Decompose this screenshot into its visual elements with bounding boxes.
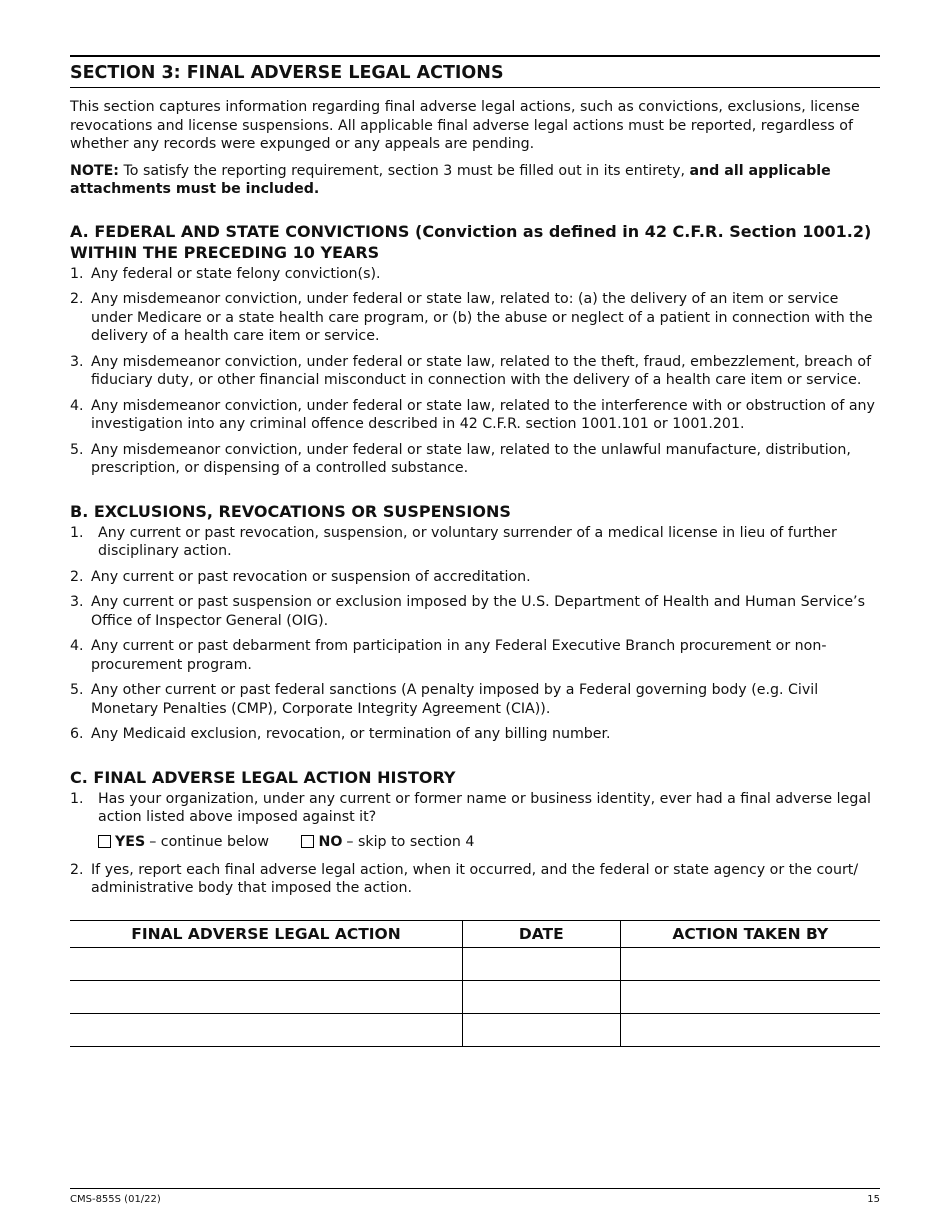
- item-number: 6.: [70, 726, 84, 742]
- list-item: [70, 725, 880, 744]
- list-item: [70, 637, 880, 674]
- part-c-list-2: [70, 861, 880, 898]
- date-cell[interactable]: [462, 980, 620, 1013]
- yes-checkbox[interactable]: [98, 835, 111, 848]
- list-item: [70, 568, 880, 587]
- yes-text: – continue below: [149, 833, 269, 850]
- action-cell[interactable]: [70, 1013, 462, 1046]
- note-text: To satisfy the reporting requirement, section 3 must be filled out in its entirety,: [118, 162, 690, 179]
- item-text: Any current or past revocation or suspension of accreditation.: [91, 568, 531, 585]
- item-number: 2.: [70, 861, 84, 878]
- list-item: [70, 681, 880, 718]
- item-number: 4.: [70, 397, 84, 414]
- yes-no-options: [70, 833, 880, 854]
- item-text: Any misdemeanor conviction, under federal or state law, related to the interference with or obstruction of any investigation into any criminal offence described in 42 C.F.R. section 1001.101 or 1001.201.: [91, 397, 875, 432]
- page-number: 15: [867, 1194, 880, 1205]
- item-text: Any misdemeanor conviction, under federal or state law, related to the unlawful manufacture, distribution, prescription, or dispensing of a controlled substance.: [91, 441, 851, 476]
- table-row: [70, 947, 880, 980]
- yes-option: [98, 833, 269, 852]
- question-2: [70, 861, 880, 898]
- list-item: [70, 265, 880, 284]
- item-text: Any current or past suspension or exclusion imposed by the U.S. Department of Health and Human Service’s Office of Inspector General (OIG).: [91, 594, 865, 629]
- note-bold-text: and all applicable attachments must be included.: [70, 162, 831, 197]
- item-number: 2.: [70, 568, 84, 585]
- item-text: Any current or past revocation, suspension, or voluntary surrender of a medical license in lieu of further disciplinary action.: [98, 524, 837, 559]
- item-number: 1.: [70, 265, 84, 282]
- taken-by-cell[interactable]: [620, 1013, 880, 1046]
- form-id: CMS-855S (01/22): [70, 1194, 161, 1205]
- table-header-row: [70, 920, 880, 947]
- date-cell[interactable]: [462, 947, 620, 980]
- action-cell[interactable]: [70, 980, 462, 1013]
- adverse-action-table: [70, 920, 880, 1047]
- item-number: 3.: [70, 353, 84, 370]
- item-number: 1.: [70, 524, 84, 541]
- header-final-adverse-legal-action: FINAL ADVERSE LEGAL ACTION: [70, 920, 462, 947]
- no-label: NO: [318, 833, 343, 850]
- page-content: [70, 55, 880, 1047]
- item-text: Any current or past debarment from participation in any Federal Executive Branch procurement or non-procurement program.: [91, 638, 827, 673]
- note-paragraph: [70, 162, 880, 199]
- taken-by-cell[interactable]: [620, 980, 880, 1013]
- item-number: 2.: [70, 291, 84, 307]
- item-number: 5.: [70, 682, 84, 698]
- part-a-heading: A. FEDERAL AND STATE CONVICTIONS (Conviction as defined in 42 C.F.R. Section 1001.2) WITHIN THE PRECEDING 10 YEARS: [70, 221, 872, 262]
- item-text: If yes, report each final adverse legal action, when it occurred, and the federal or state agency or the court/ administrative body that imposed the action.: [91, 861, 859, 897]
- no-text: – skip to section 4: [346, 833, 475, 850]
- no-option: [301, 833, 474, 852]
- question-1: [70, 790, 880, 827]
- part-b-list: [70, 524, 880, 744]
- part-c-list: [70, 790, 880, 827]
- intro-paragraph: This section captures information regarding final adverse legal actions, such as convictions, exclusions, license revocations and license suspensions. All applicable final adverse legal actions must be reported, regardless of whether any records were expunged or any appeals are pending.: [70, 99, 860, 152]
- list-item: [70, 397, 880, 434]
- list-item: [70, 441, 880, 478]
- section-title: SECTION 3: FINAL ADVERSE LEGAL ACTIONS: [70, 55, 880, 88]
- item-number: 5.: [70, 441, 84, 458]
- item-text: Any misdemeanor conviction, under federal or state law, related to the theft, fraud, embezzlement, breach of fiduciary duty, or other financial misconduct in connection with the delivery of a health care item or service.: [91, 353, 872, 388]
- action-cell[interactable]: [70, 947, 462, 980]
- item-text: Any Medicaid exclusion, revocation, or termination of any billing number.: [91, 726, 611, 742]
- note-label: NOTE:: [70, 162, 119, 179]
- list-item: [70, 524, 880, 561]
- part-c-heading: C. FINAL ADVERSE LEGAL ACTION HISTORY: [70, 767, 456, 787]
- header-action-taken-by: ACTION TAKEN BY: [620, 920, 880, 947]
- no-checkbox[interactable]: [301, 835, 314, 848]
- page-footer: [70, 1188, 880, 1205]
- table-row: [70, 980, 880, 1013]
- item-number: 1.: [70, 790, 84, 807]
- table-row: [70, 1013, 880, 1046]
- header-date: DATE: [462, 920, 620, 947]
- item-text: Any other current or past federal sanctions (A penalty imposed by a Federal governing body (e.g. Civil Monetary Penalties (CMP), Corporate Integrity Agreement (CIA)).: [91, 682, 819, 717]
- taken-by-cell[interactable]: [620, 947, 880, 980]
- item-text: Any misdemeanor conviction, under federal or state law, related to: (a) the delivery of an item or service under Medicare or a state health care program, or (b) the abuse or neglect of a patient in connection with the delivery of a health care item or service.: [91, 291, 873, 344]
- list-item: [70, 353, 880, 390]
- list-item: [70, 593, 880, 630]
- item-text: Any federal or state felony conviction(s).: [91, 265, 381, 282]
- part-a-list: [70, 265, 880, 478]
- yes-label: YES: [115, 833, 146, 850]
- item-text: Has your organization, under any current or former name or business identity, ever had a final adverse legal action listed above imposed against it?: [98, 790, 871, 825]
- part-b-heading: B. EXCLUSIONS, REVOCATIONS OR SUSPENSIONS: [70, 501, 511, 521]
- list-item: [70, 290, 880, 346]
- item-number: 3.: [70, 594, 84, 610]
- date-cell[interactable]: [462, 1013, 620, 1046]
- item-number: 4.: [70, 638, 84, 654]
